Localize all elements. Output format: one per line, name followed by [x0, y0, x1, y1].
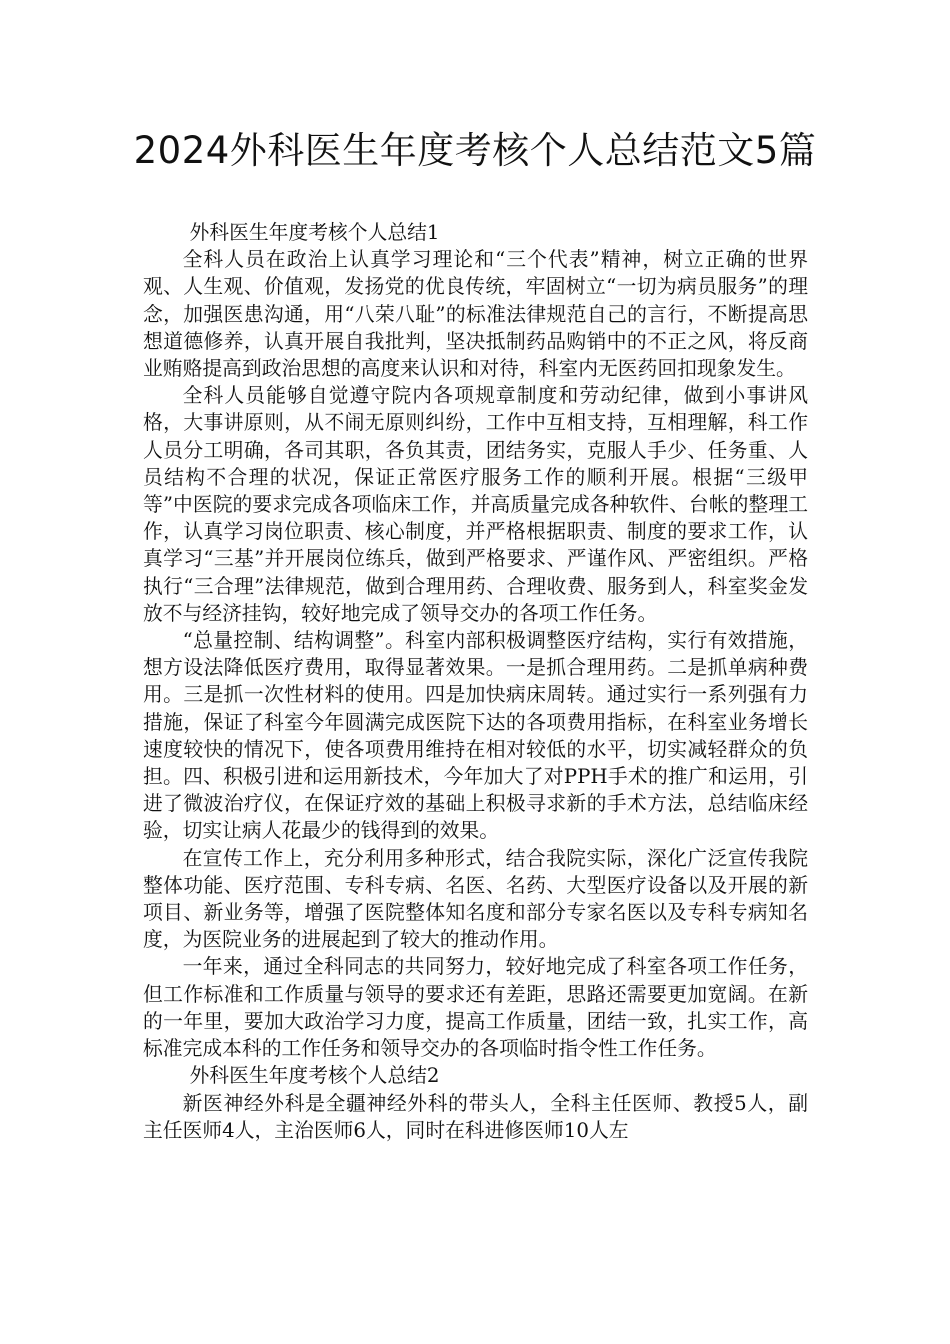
body-paragraph: 一年来，通过全科同志的共同努力，较好地完成了科室各项工作任务，但工作标准和工作质量与领导的要求还有差距，思路还需要更加宽阔。在新的一年里，要加大政治学习力度，提高工作质量，团结一致，扎实工作，高标准完成本科的工作任务和领导交办的各项临时指令性工作任务。	[143, 955, 808, 1061]
section-heading: 外科医生年度考核个人总结1	[189, 221, 440, 244]
body-paragraph: 全科人员能够自觉遵守院内各项规章制度和劳动纪律，做到小事讲风格，大事讲原则，从不闹无原则纠纷，工作中互相支持，互相理解，科工作人员分工明确，各司其职，各负其责，团结务实，克服人手少、任务重、人员结构不合理的状况，保证正常医疗服务工作的顺利开展。根据“三级甲等”中医院的要求完成各项临床工作，并高质量完成各种软件、台帐的整理工作，认真学习岗位职责、核心制度，并严格根据职责、制度的要求工作，认真学习“三基”并开展岗位练兵，做到严格要求、严谨作风、严密组织。严格执行“三合理”法律规范，做到合理用药、合理收费、服务到人，科室奖金发放不与经济挂钩，较好地完成了领导交办的各项工作任务。	[143, 384, 808, 625]
document-title: 2024外科医生年度考核个人总结范文5篇	[133, 129, 817, 172]
section-heading: 外科医生年度考核个人总结2	[189, 1064, 440, 1088]
body-paragraph: 新医神经外科是全疆神经外科的带头人，全科主任医师、教授5人，副主任医师4人，主治医师6人，同时在科进修医师10人左	[143, 1091, 808, 1142]
body-paragraph: 在宣传工作上，充分利用多种形式，结合我院实际，深化广泛宣传我院整体功能、医疗范围、专科专病、名医、名药、大型医疗设备以及开展的新项目、新业务等，增强了医院整体知名度和部分专家名医以及专科专病知名度，为医院业务的进展起到了较大的推动作用。	[143, 846, 808, 952]
document-body	[143, 219, 808, 1144]
body-paragraph: 全科人员在政治上认真学习理论和“三个代表”精神，树立正确的世界观、人生观、价值观，发扬党的优良传统，牢固树立“一切为病员服务”的理念，加强医患沟通，用“八荣八耻”的标准法律规范自己的言行，不断提高思想道德修养，认真开展自我批判，坚决抵制药品购销中的不正之风，将反商业贿赂提高到政治思想的高度来认识和对待，科室内无医药回扣现象发生。	[143, 248, 808, 381]
body-paragraph: “总量控制、结构调整”。科室内部积极调整医疗结构，实行有效措施，想方设法降低医疗费用，取得显著效果。一是抓合理用药。二是抓单病种费用。三是抓一次性材料的使用。四是加快病床周转。通过实行一系列强有力措施，保证了科室今年圆满完成医院下达的各项费用指标，在科室业务增长速度较快的情况下，使各项费用维持在相对较低的水平，切实减轻群众的负担。四、积极引进和运用新技术，今年加大了对PPH手术的推广和运用，引进了微波治疗仪，在保证疗效的基础上积极寻求新的手术方法，总结临床经验，切实让病人花最少的钱得到的效果。	[143, 629, 808, 843]
